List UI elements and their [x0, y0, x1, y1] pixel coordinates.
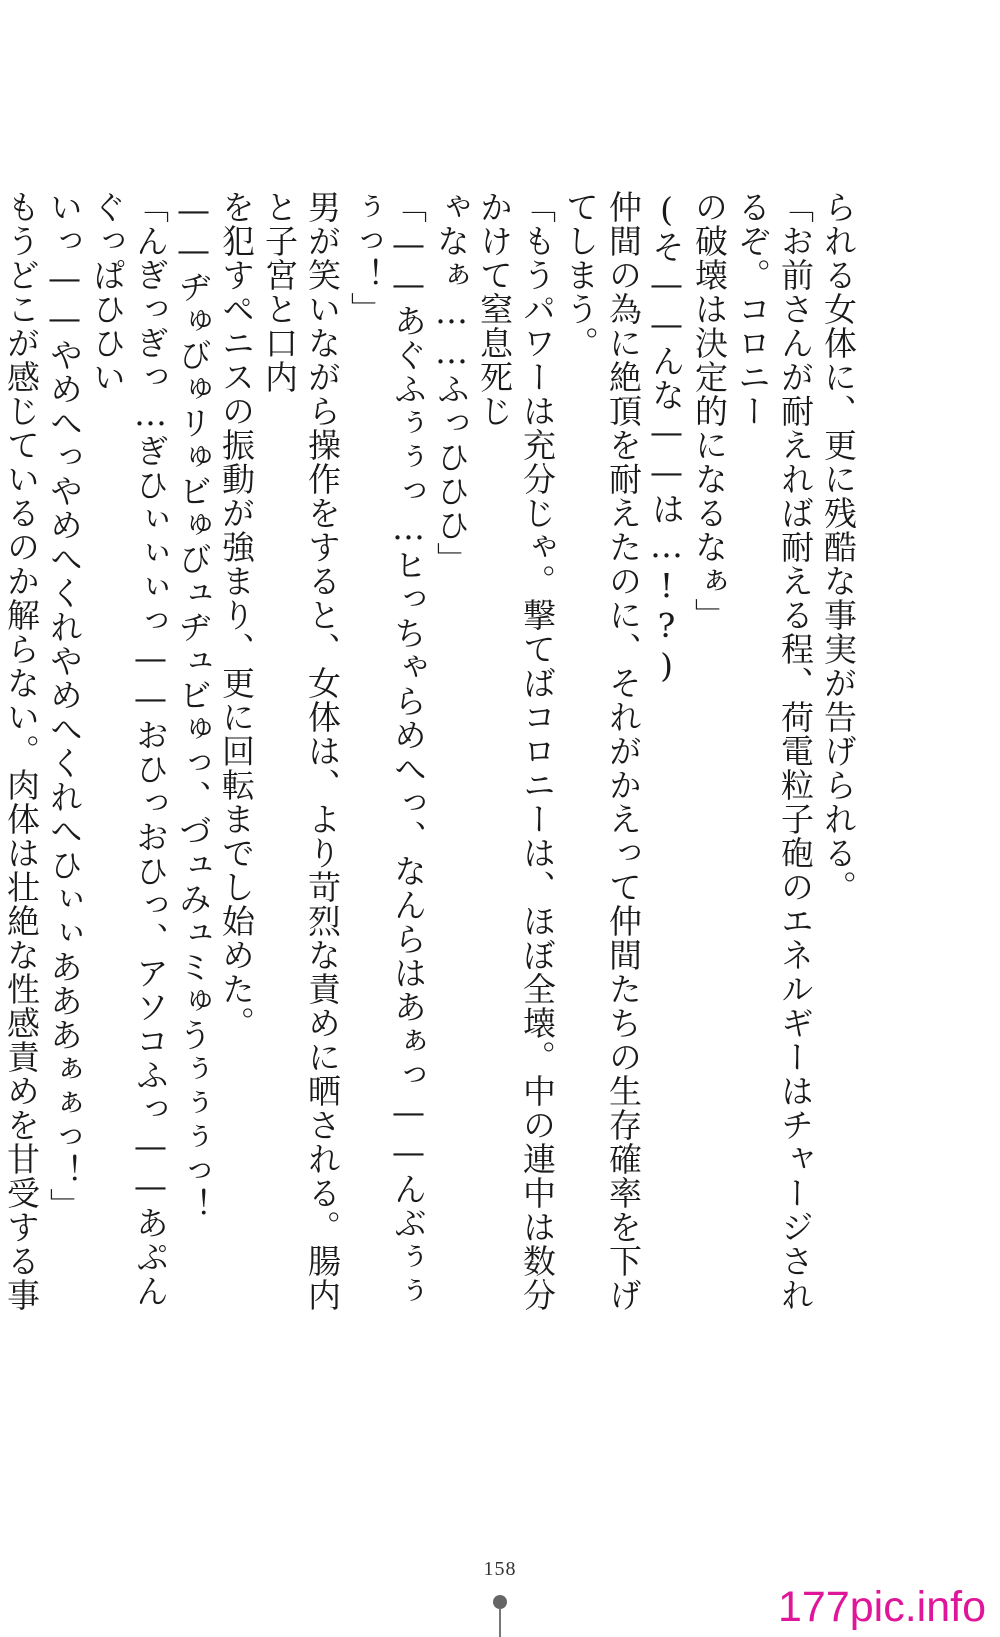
text-line: を犯すペニスの振動が強まり、更に回転までし始めた。 — [217, 190, 256, 1040]
text-line: (そ——んな——は…!?) — [647, 190, 686, 686]
watermark: 177pic.info — [778, 1583, 986, 1631]
text-line: 男が笑いながら操作をすると、女体は、より苛烈な責めに晒される。腸内と子宮と口内 — [260, 190, 342, 1312]
text-line: ゃなぁ……ふっひひひ」 — [432, 190, 471, 576]
text-line: いっ——やめへっやめへくれやめへくれへひぃぃあああぁぁっ！」 — [45, 190, 84, 1222]
page-number: 158 — [483, 1558, 517, 1580]
text-line: の破壊は決定的になるなぁ」 — [690, 190, 729, 632]
text-line: 「んぎっぎっ…ぎひぃぃぃっ——おひっおひっ、アソコふっ——あぷんぐっぱひひい — [88, 190, 170, 1308]
text-line: ——ヂゅびゅリゅビゅびュヂュビゅっ、づュみュミゅうぅぅぅっ！ — [174, 190, 213, 1222]
folio-dot — [493, 1595, 507, 1609]
folio-pin-icon — [488, 1595, 512, 1637]
folio-line — [499, 1609, 501, 1637]
text-line: 「お前さんが耐えれば耐える程、荷電粒子砲のエネルギーはチャージされるぞ。コロニー — [733, 190, 815, 1312]
text-line: もうどこが感じているのか解らない。肉体は壮絶な性感責めを甘受する事 — [2, 190, 41, 1312]
text-line: 仲間の為に絶頂を耐えたのに、それがかえって仲間たちの生存確率を下げてしまう。 — [561, 190, 643, 1312]
text-line: 「もうパワーは充分じゃ。撃てばコロニーは、ほぼ全壊。中の連中は数分かけて窒息死じ — [475, 190, 557, 1312]
text-line: られる女体に、更に残酷な事実が告げられる。 — [819, 190, 858, 904]
text-line: 「——あぐふぅぅっ…ヒっちゃらめへっ、なんらはあぁっ——んぶぅぅぅっ！」 — [346, 190, 428, 1308]
vertical-text-body — [2, 190, 860, 1320]
